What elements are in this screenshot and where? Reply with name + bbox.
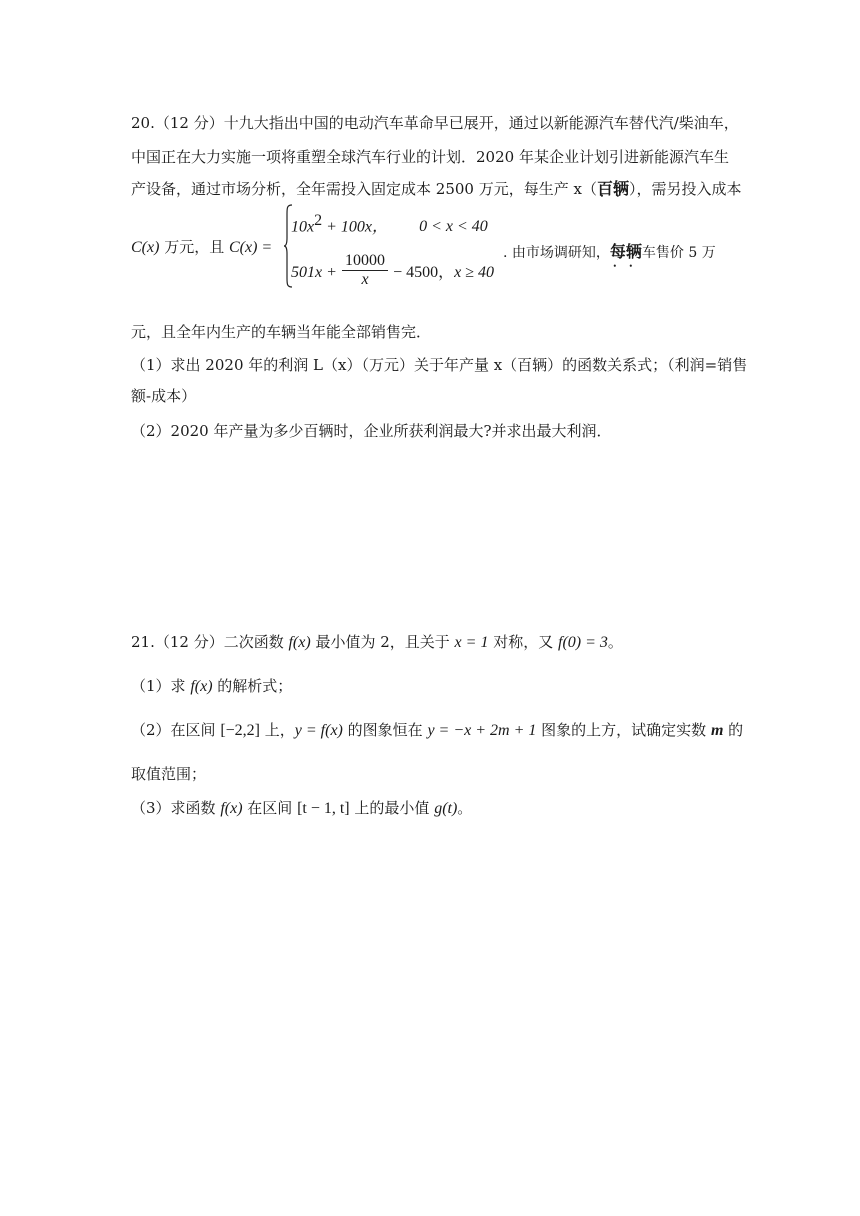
q21-p3-fx: f(x) (220, 800, 243, 817)
q21-p3-gt: g(t) (434, 800, 458, 817)
q21-p2-mid: 上， (260, 721, 295, 739)
q21-p2-m: m (710, 722, 724, 739)
q20-case1-term2: + 100x， (322, 218, 389, 236)
q21-p2-interval: [−2,2] (220, 722, 260, 739)
q20-piecewise-cost-function (131, 198, 741, 294)
q21-text-2: 对称，又 (488, 633, 558, 651)
q20-line-3 (131, 179, 741, 199)
q20-case-1 (291, 212, 488, 236)
q20-case2-term: 501x + (291, 264, 337, 281)
q20-cx-equals: C(x) = (228, 239, 273, 256)
q21-p2-y: y = f(x) (294, 722, 343, 739)
q21-p3-mid: 在区间 (242, 799, 298, 817)
q21-p2-end: 的 (723, 721, 744, 739)
q20-emphasis-each-vehicle: 每辆 • • (610, 242, 642, 261)
q21-part-2 (131, 720, 743, 741)
q21-text: 最小值为 2，且关于 (310, 633, 455, 651)
q20-line-1: 20.（12 分）十九大指出中国的电动汽车革命早已展开，通过以新能源汽车替代汽/柴油车， (131, 114, 739, 132)
q21-part-1 (131, 676, 292, 697)
q21-line-1 (131, 632, 623, 653)
q20-rhs-post: 车售价 5 万 (641, 245, 716, 261)
q21-intro: 21.（12 分）二次函数 (131, 633, 289, 651)
q20-line-3-text: 产设备，通过市场分析，全年需投入固定成本 2500 万元，每生产 x（ (131, 180, 597, 198)
q20-lhs-text: 万元，且 (159, 238, 229, 256)
q21-p2-pre: （2）在区间 (131, 721, 221, 739)
q20-part-1: （1）求出 2020 年的利润 L（x）（万元）关于年产量 x（百辆）的函数关系式；（利润=销售 (131, 356, 748, 374)
q21-p2-mid3: 图象的上方，试确定实数 (536, 721, 711, 739)
q20-case1-term: 10x (291, 218, 315, 236)
q21-p3-mid2: 上的最小值 (349, 799, 435, 817)
q20-fraction-denominator: x (361, 271, 369, 288)
q21-part-3 (131, 798, 472, 819)
q20-line-2: 中国正在大力实施一项将重塑全球汽车行业的计划．2020 年某企业计划引进新能源汽车生 (131, 148, 729, 166)
q20-case2-term2: − 4500， (393, 264, 455, 281)
q21-p1-pre: （1）求 (131, 677, 191, 695)
q20-line-3-tail: ），需另投入成本 (628, 180, 742, 198)
q20-case2-fraction (342, 252, 388, 289)
q20-case-2 (291, 254, 494, 291)
q20-rhs-text (503, 239, 716, 262)
q20-part-2: （2）2020 年产量为多少百辆时，企业所获利润最大?并求出最大利润． (131, 422, 612, 440)
q20-case1-condition: 0 < x < 40 (419, 218, 488, 236)
q21-axis: x = 1 (454, 634, 489, 651)
q20-rhs-pre: . 由市场调研知， (503, 245, 610, 261)
q21-p2-line: y = −x + 2m + 1 (427, 722, 537, 739)
q20-emphasis-hundred-vehicles: 百辆 • • (597, 179, 629, 198)
q20-part-1-cont: 额-成本） (131, 387, 197, 405)
q21-f0: f(0) = 3 (558, 634, 608, 651)
q20-cost-lhs (131, 236, 272, 257)
q21-end: 。 (607, 633, 623, 651)
q20-fraction-numerator: 10000 (342, 252, 388, 271)
q20-case1-exponent: 2 (314, 212, 323, 229)
q20-cx: C(x) (131, 239, 160, 256)
q21-p3-end: 。 (457, 799, 473, 817)
q21-part-2-cont: 取值范围； (131, 765, 207, 783)
q21-p3-pre: （3）求函数 (131, 799, 221, 817)
q21-fx: f(x) (288, 634, 311, 651)
q21-p1-post: 的解析式； (212, 677, 293, 695)
q21-p1-fx: f(x) (190, 678, 213, 695)
q21-p3-interval: [t − 1, t] (297, 800, 350, 817)
q20-line-5: 元，且全年内生产的车辆当年能全部销售完． (131, 323, 432, 341)
q20-case2-condition: x ≥ 40 (454, 264, 495, 281)
q21-p2-mid2: 的图象恒在 (342, 721, 428, 739)
